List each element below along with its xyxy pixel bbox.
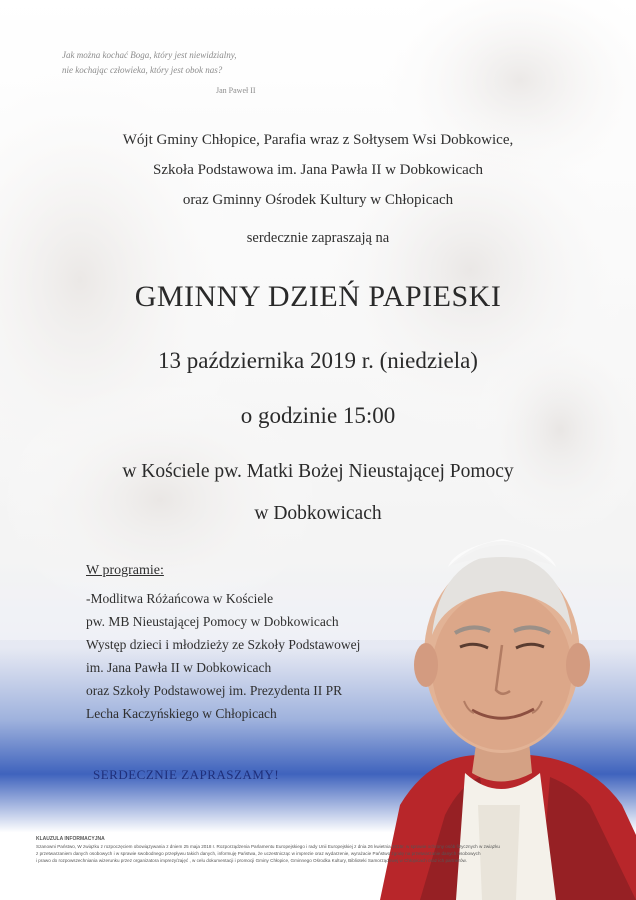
- quote-author: Jan Paweł II: [216, 86, 256, 95]
- organizer-line: oraz Gminny Ośrodek Kultury w Chłopicach: [182, 192, 454, 208]
- program-line: im. Jana Pawła II w Dobkowicach: [86, 660, 272, 675]
- clause-title: KLAUZULA INFORMACYJNA: [36, 836, 105, 842]
- quote-line: Jak można kochać Boga, który jest niewidzialny,: [62, 50, 237, 60]
- program-line: -Modlitwa Różańcowa w Kościele: [86, 591, 274, 606]
- event-place-town: w Dobkowicach: [254, 503, 382, 524]
- information-clause: [36, 836, 566, 864]
- organizer-line: Wójt Gminy Chłopice, Parafia wraz z Sołtysem Wsi Dobkowice,: [122, 132, 514, 148]
- program-line: Lecha Kaczyńskiego w Chłopicach: [86, 706, 277, 721]
- quote: [62, 48, 362, 78]
- quote-line: nie kochając człowieka, który jest obok nas?: [62, 65, 223, 75]
- organizer-line: Szkoła Podstawowa im. Jana Pawła II w Dobkowicach: [153, 162, 483, 178]
- program-line: Występ dzieci i młodzieży ze Szkoły Podstawowej: [86, 637, 361, 652]
- closing-invitation: SERDECZNIE ZAPRASZAMY!: [93, 767, 280, 782]
- clause-line: Szanowni Państwo, W związku z rozpoczęciem obowiązywania z dniem 25 maja 2018 r. Rozporządzenia Parlamentu Europejskiego i rady Unii Europejskiej z dnia 26 kwietnia 2016r. w sprawie ochrony osób fizycznych w związku: [36, 844, 500, 849]
- clause-line: i prawo do rozpowszechniania wizerunku przez organizatora imprezy/zajęć , w celu dokumentacji i promocji Gminy Chłopice, Gminnego Ośrodka Kultury, Biblioteki Samorządowej w Chłopicach oraz ich partnerów.: [36, 858, 467, 863]
- event-title: GMINNY DZIEŃ PAPIESKI: [134, 280, 502, 313]
- invite-text: serdecznie zapraszają na: [246, 230, 390, 246]
- event-time: o godzinie 15:00: [240, 403, 396, 428]
- event-place: w Kościele pw. Matki Bożej Nieustającej Pomocy: [122, 461, 514, 482]
- program-line: pw. MB Nieustającej Pomocy w Dobkowicach: [86, 614, 339, 629]
- program-heading: W programie:: [86, 563, 164, 578]
- event-date: 13 października 2019 r. (niedziela): [158, 348, 478, 373]
- program-line: oraz Szkoły Podstawowej im. Prezydenta II PR: [86, 683, 343, 698]
- clause-line: z przetwarzaniem danych osobowych i w sprawie swobodnego przepływu takich danych, informuję Państwa, że uczestnicząc w imprezie oraz wydarzenie, wyrażacie Państwo zgodę na przetwarzanie danych osobowych: [36, 851, 481, 856]
